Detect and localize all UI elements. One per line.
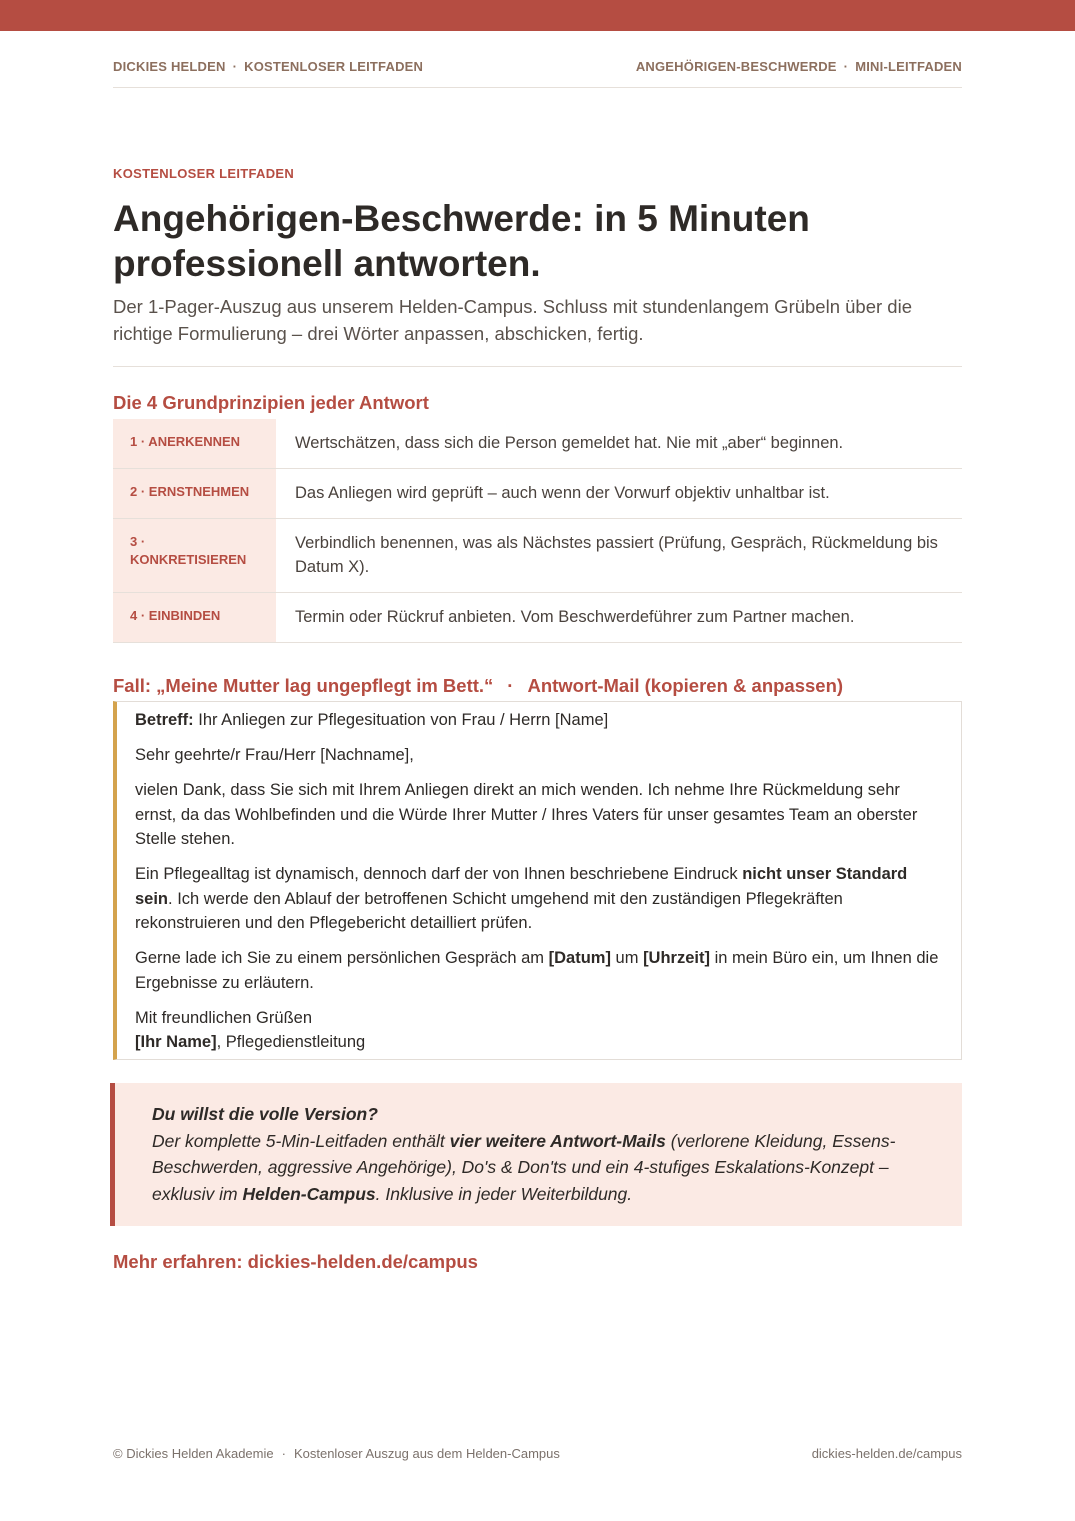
table-row <box>113 469 962 519</box>
email-text: Gerne lade ich Sie zu einem persönlichen Gespräch am <box>135 949 549 967</box>
more-info-link[interactable]: Mehr erfahren: dickies-helden.de/campus <box>113 1251 478 1272</box>
lead-paragraph: Der 1-Pager-Auszug aus unserem Helden-Campus. Schluss mit stundenlangem Grübeln über die richtige Formulierung – drei Wörter anpassen, abschicken, fertig. <box>113 296 912 344</box>
promo-text: . Inklusive in jeder Weiterbildung. <box>375 1183 633 1204</box>
header-brand: DICKIES HELDEN <box>113 59 226 74</box>
header-separator: · <box>232 59 238 74</box>
email-text: in mein Büro ein, um Ihnen die Ergebnisse zu erläutern. <box>135 949 939 992</box>
principle-text: Das Anliegen wird geprüft – auch wenn der Vorwurf objektiv unhaltbar ist. <box>295 484 830 502</box>
case-subtitle: Antwort-Mail (kopieren & anpassen) <box>527 675 844 696</box>
email-signature <box>135 1006 943 1055</box>
email-text: Ein Pflegealltag ist dynamisch, dennoch darf der von Ihnen beschriebene Eindruck <box>135 865 743 883</box>
principle-key: 4 · EINBINDEN <box>113 593 276 642</box>
case-separator: · <box>507 675 514 696</box>
email-subject-label: Betreff: <box>135 711 194 729</box>
footer-note: Kostenloser Auszug aus dem Helden-Campus <box>293 1446 560 1461</box>
email-template <box>113 701 962 1060</box>
email-closing: Mit freundlichen Grüßen <box>135 1008 312 1027</box>
running-header <box>113 59 962 88</box>
email-sign-role: , Pflegedienstleitung <box>216 1033 366 1051</box>
promo-emphasis: vier weitere Antwort-Mails <box>449 1130 666 1151</box>
footer-copyright: © Dickies Helden Akademie <box>113 1446 274 1461</box>
header-left <box>113 59 423 74</box>
email-text: um <box>610 949 644 967</box>
email-emphasis: nicht unser Standard sein <box>135 865 908 908</box>
header-topic: ANGEHÖRIGEN-BESCHWERDE <box>635 59 837 74</box>
divider <box>113 366 962 367</box>
header-doc-type: KOSTENLOSER LEITFADEN <box>244 59 424 74</box>
email-salutation: Sehr geehrte/r Frau/Herr [Nachname], <box>135 746 414 764</box>
promo-text: (verlorene Kleidung, Essens-Beschwerden, aggressive Angehörige), Do's & Don'ts und ein 4-stufiges Eskalations-Konzept – exklusiv im <box>152 1130 896 1204</box>
email-paragraph <box>135 946 943 995</box>
email-placeholder-time: [Uhrzeit] <box>643 949 710 967</box>
promo-text: Der komplette 5-Min-Leitfaden enthält <box>152 1130 450 1151</box>
promo-emphasis: Helden-Campus <box>242 1183 376 1204</box>
table-row <box>113 593 962 643</box>
case-heading <box>113 675 843 697</box>
principle-text: Verbindlich benennen, was als Nächstes passiert (Prüfung, Gespräch, Rückmeldung bis Datum X). <box>295 534 938 576</box>
header-format: MINI-LEITFADEN <box>855 59 962 74</box>
principle-key: 3 · KONKRETISIEREN <box>113 519 276 592</box>
top-accent-bar <box>0 0 1075 31</box>
principle-text: Wertschätzen, dass sich die Person gemeldet hat. Nie mit „aber“ beginnen. <box>295 434 844 452</box>
table-row <box>113 519 962 593</box>
email-sign-name: [Ihr Name] <box>135 1033 217 1051</box>
email-paragraph <box>135 862 943 936</box>
principles-heading: Die 4 Grundprinzipien jeder Antwort <box>113 392 429 413</box>
email-subject-text: Ihr Anliegen zur Pflegesituation von Frau / Herrn [Name] <box>193 711 609 729</box>
footer-url[interactable]: dickies-helden.de/campus <box>811 1446 962 1461</box>
case-title: Fall: „Meine Mutter lag ungepflegt im Bett.“ <box>113 675 494 696</box>
principles-table <box>113 419 962 643</box>
principle-key: 1 · ANERKENNEN <box>113 419 276 468</box>
header-right <box>636 59 962 74</box>
email-placeholder-date: [Datum] <box>548 949 611 967</box>
kicker: KOSTENLOSER LEITFADEN <box>113 166 295 181</box>
email-paragraph: vielen Dank, dass Sie sich mit Ihrem Anliegen direkt an mich wenden. Ich nehme Ihre Rückmeldung sehr ernst, da das Wohlbefinden und die Würde Ihrer Mutter / Ihres Vaters für unser gesamtes Team an oberster Stelle stehen. <box>135 781 918 848</box>
promo-question: Du willst die volle Version? <box>152 1104 378 1124</box>
header-separator: · <box>843 59 849 74</box>
page-title: Angehörigen-Beschwerde: in 5 Minuten professionell antworten. <box>113 198 810 284</box>
email-subject <box>135 708 943 733</box>
footer <box>113 1446 962 1461</box>
promo-callout <box>110 1083 962 1226</box>
principle-key: 2 · ERNSTNEHMEN <box>113 469 276 518</box>
table-row <box>113 419 962 469</box>
email-text: . Ich werde den Ablauf der betroffenen Schicht umgehend mit den zuständigen Pflegekräften rekonstruieren und den Pflegebericht detailliert prüfen. <box>135 889 843 932</box>
principle-text: Termin oder Rückruf anbieten. Vom Beschwerdeführer zum Partner machen. <box>295 608 855 626</box>
footer-separator: · <box>281 1446 286 1461</box>
